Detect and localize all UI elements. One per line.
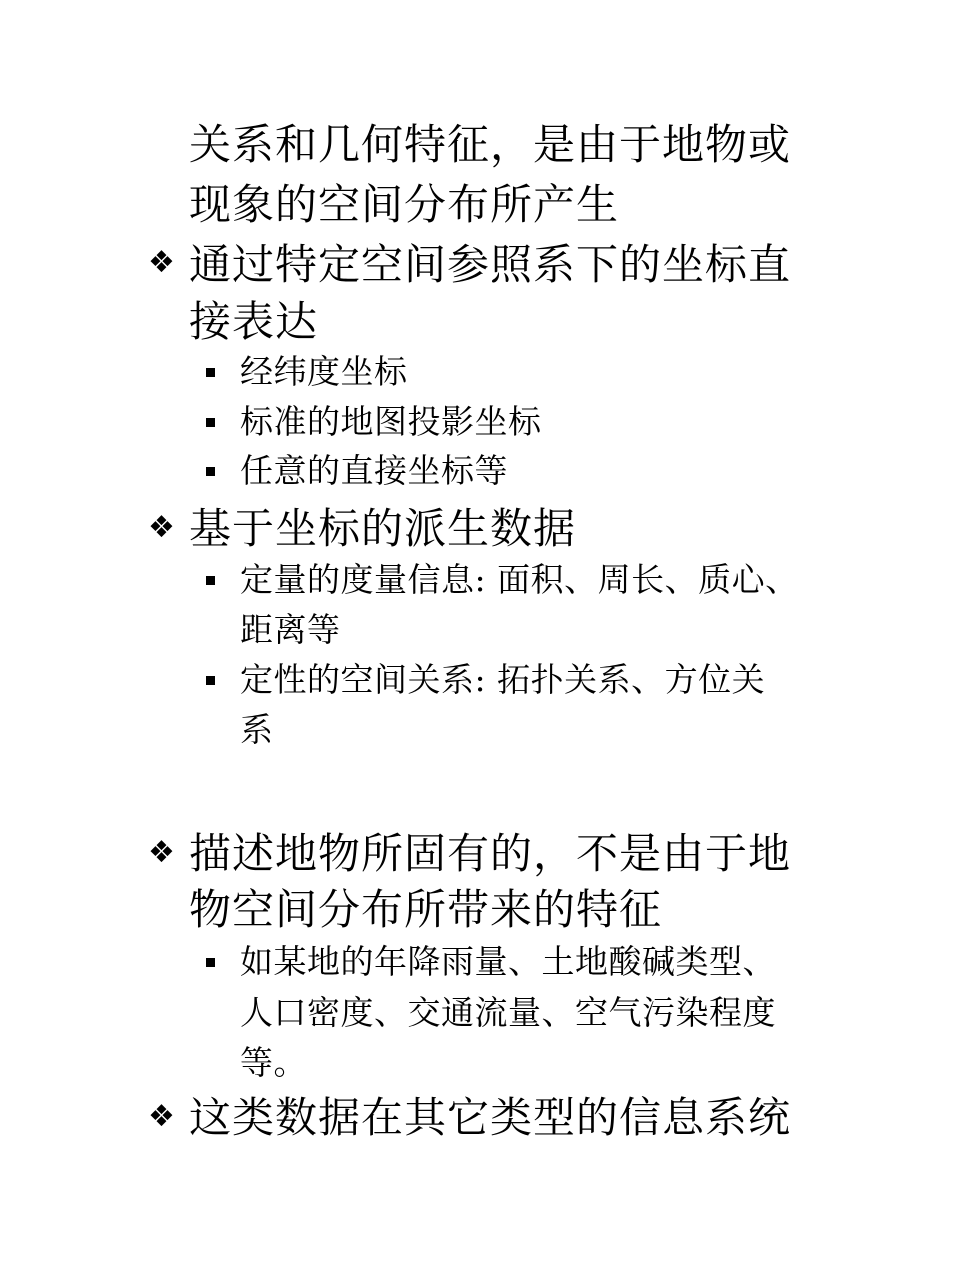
sub-item-3-1-line-1: 如某地的年降雨量、土地酸碱类型、 [240,942,776,981]
bullet-1-line-1: 通过特定空间参照系下的坐标直 [189,240,792,289]
sub-item-3-1-line-3: 等。 [240,1043,307,1082]
square-bullet-icon [206,958,215,967]
intro-line-2: 现象的空间分布所产生 [189,180,620,229]
bullet-1-line-2: 接表达 [189,297,319,346]
intro-line-1: 关系和几何特征，是由于地物或 [189,120,792,169]
square-bullet-icon [206,676,215,685]
sub-item-1-1: 经纬度坐标 [240,352,408,391]
square-bullet-icon [206,368,215,377]
square-bullet-icon [206,467,215,476]
sub-item-2-2-line-2: 系 [240,710,274,749]
diamond-bullet-icon: ❖ [148,245,175,280]
bullet-3-line-2: 物空间分布所带来的特征 [189,885,663,934]
diamond-bullet-icon: ❖ [148,510,175,545]
sub-item-2-1-line-1: 定量的度量信息: 面积、周长、质心、 [240,560,799,599]
diamond-bullet-icon: ❖ [148,1099,175,1134]
bullet-4-line-1: 这类数据在其它类型的信息系统 [189,1093,792,1142]
sub-item-2-2-line-1: 定性的空间关系: 拓扑关系、方位关 [240,660,766,699]
bullet-3-line-1: 描述地物所固有的，不是由于地 [189,829,792,878]
square-bullet-icon [206,576,215,585]
diamond-bullet-icon: ❖ [148,835,175,870]
bullet-2-line-1: 基于坐标的派生数据 [189,504,577,553]
sub-item-2-1-line-2: 距离等 [240,610,341,649]
sub-item-3-1-line-2: 人口密度、交通流量、空气污染程度 [240,993,776,1032]
sub-item-1-2: 标准的地图投影坐标 [240,402,542,441]
sub-item-1-3: 任意的直接坐标等 [240,451,508,490]
square-bullet-icon [206,418,215,427]
